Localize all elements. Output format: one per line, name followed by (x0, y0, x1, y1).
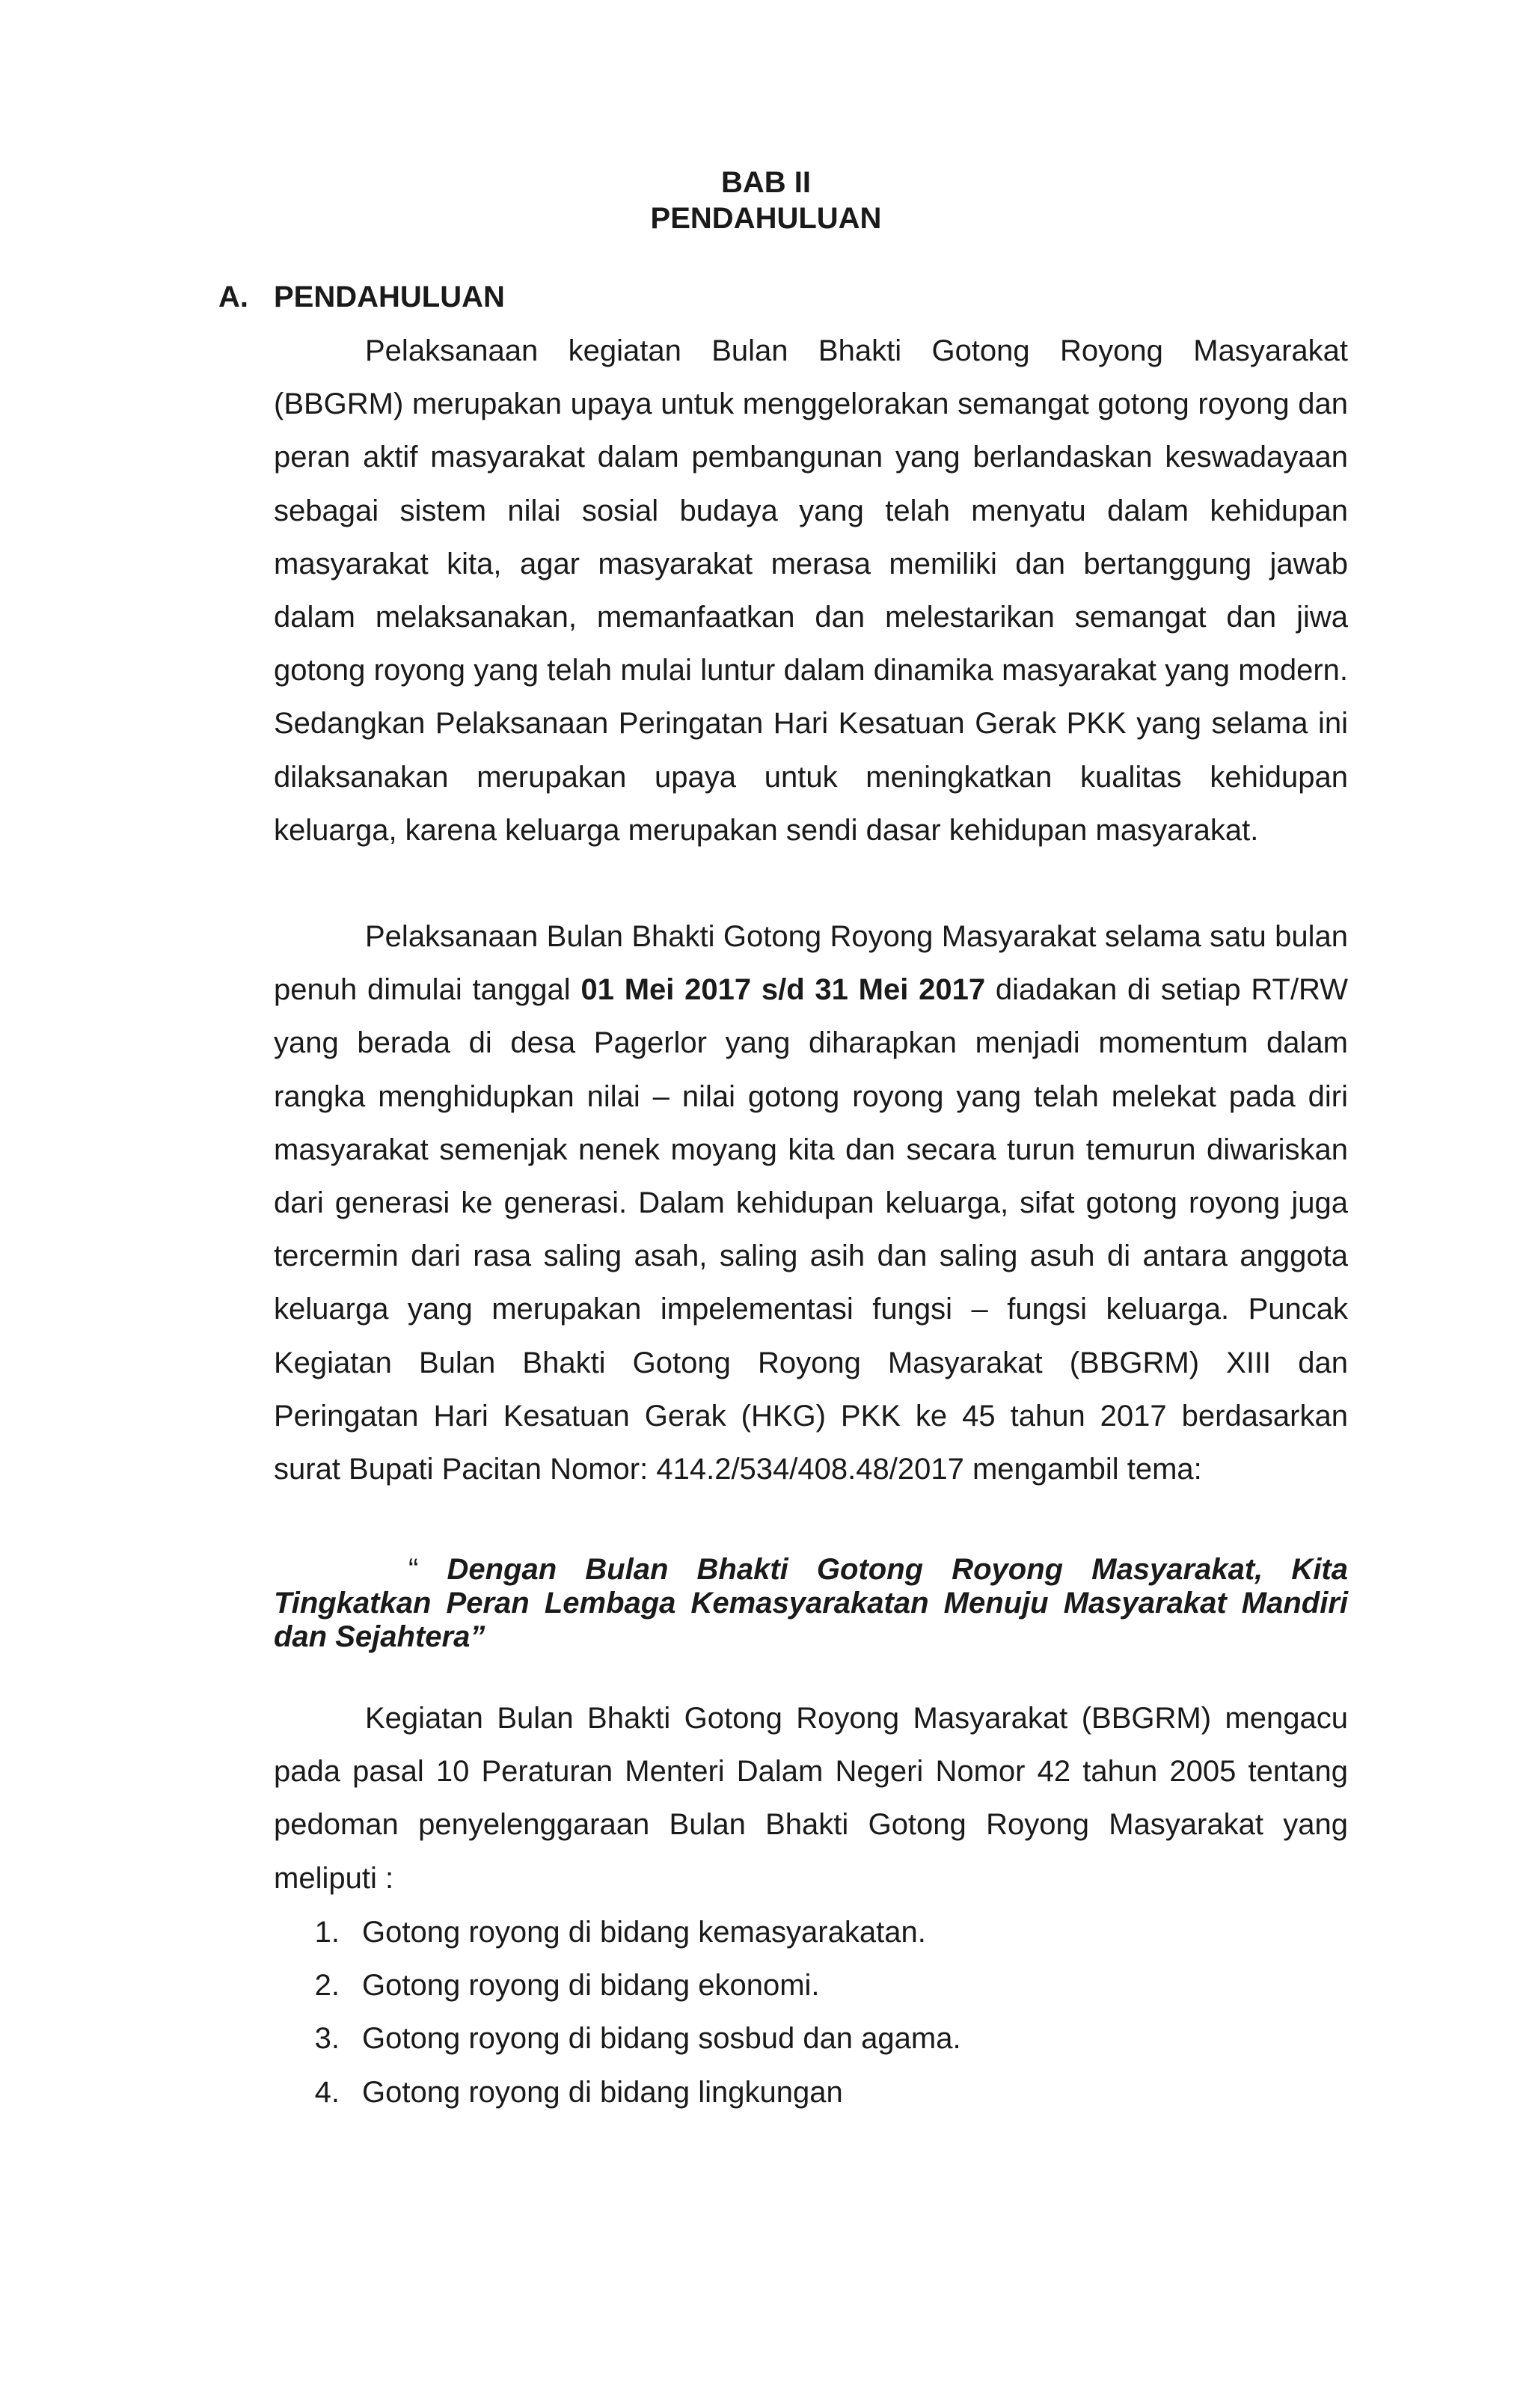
list-item-text: Gotong royong di bidang sosbud dan agama. (362, 2022, 961, 2056)
list-item-text: Gotong royong di bidang ekonomi. (362, 1969, 820, 2003)
paragraph-2 (274, 910, 1348, 1496)
list-item (274, 1959, 1348, 2012)
list-item-number: 3. (314, 2022, 340, 2056)
section-letter: A. (218, 281, 248, 313)
section-title: PENDAHULUAN (274, 281, 505, 313)
list-item (274, 1906, 1348, 1959)
section-heading (218, 279, 505, 315)
list-item (274, 2066, 1348, 2119)
list-item-text: Gotong royong di bidang kemasyarakatan. (362, 1916, 926, 1949)
quote-text: Dengan Bulan Bhakti Gotong Royong Masyarakat, Kita Tingkatkan Peran Lembaga Kemasyarakatan Menuju Masyarakat Mandiri dan Sejahtera” (274, 1553, 1348, 1653)
activity-list (274, 1906, 1348, 2119)
paragraph-3: Kegiatan Bulan Bhakti Gotong Royong Masyarakat (BBGRM) mengacu pada pasal 10 Peraturan Menteri Dalam Negeri Nomor 42 tahun 2005 tentang pedoman penyelenggaraan Bulan Bhakti Gotong Royong Masyarakat yang meliputi : (274, 1702, 1348, 1895)
list-item-number: 2. (314, 1969, 340, 2003)
chapter-number: BAB II (721, 166, 811, 199)
paragraph-2-start: Pelaksanaan Bulan Bhakti Gotong Royong Masyarakat selama satu bulan penuh dimulai tanggal (274, 920, 1348, 1007)
paragraph-1: Pelaksanaan kegiatan Bulan Bhakti Gotong Royong Masyarakat (BBGRM) merupakan upaya untuk menggelorakan semangat gotong royong dan peran aktif masyarakat dalam pembangunan yang berlandaskan keswadayaan sebagai sistem nilai sosial budaya yang telah menyatu dalam kehidupan masyarakat kita, agar masyarakat merasa memiliki dan bertanggung jawab dalam melaksanakan, memanfaatkan dan melestarikan semangat dan jiwa gotong royong yang telah mulai luntur dalam dinamika masyarakat yang modern. Sedangkan Pelaksanaan Peringatan Hari Kesatuan Gerak PKK yang selama ini dilaksanakan merupakan upaya untuk meningkatkan kualitas kehidupan keluarga, karena keluarga merupakan sendi dasar kehidupan masyarakat. (274, 334, 1348, 847)
list-item-number: 4. (314, 2075, 340, 2109)
list-item-text: Gotong royong di bidang lingkungan (362, 2075, 843, 2109)
paragraph-2-date-range: 01 Mei 2017 s/d 31 Mei 2017 (580, 973, 986, 1007)
list-item (274, 2012, 1348, 2065)
list-item-number: 1. (314, 1916, 340, 1949)
theme-quote (274, 1553, 1348, 1654)
paragraph-2-rest: diadakan di setiap RT/RW yang berada di desa Pagerlor yang diharapkan menjadi momentum dalam rangka menghidupkan nilai – nilai gotong royong yang telah melekat pada diri masyarakat semenjak nenek moyang kita dan secara turun temurun diwariskan dari generasi ke generasi. Dalam kehidupan keluarga, sifat gotong royong juga tercermin dari rasa saling asah, saling asih dan saling asuh di antara anggota keluarga yang merupakan impelementasi fungsi – fungsi keluarga. Puncak Kegiatan Bulan Bhakti Gotong Royong Masyarakat (BBGRM) XIII dan Peringatan Hari Kesatuan Gerak (HKG) PKK ke 45 tahun 2017 berdasarkan surat Bupati Pacitan Nomor: 414.2/534/408.48/2017 mengambil tema: (274, 973, 1348, 1486)
quote-open-mark: “ (408, 1553, 447, 1586)
chapter-title: PENDAHULUAN (650, 202, 882, 235)
